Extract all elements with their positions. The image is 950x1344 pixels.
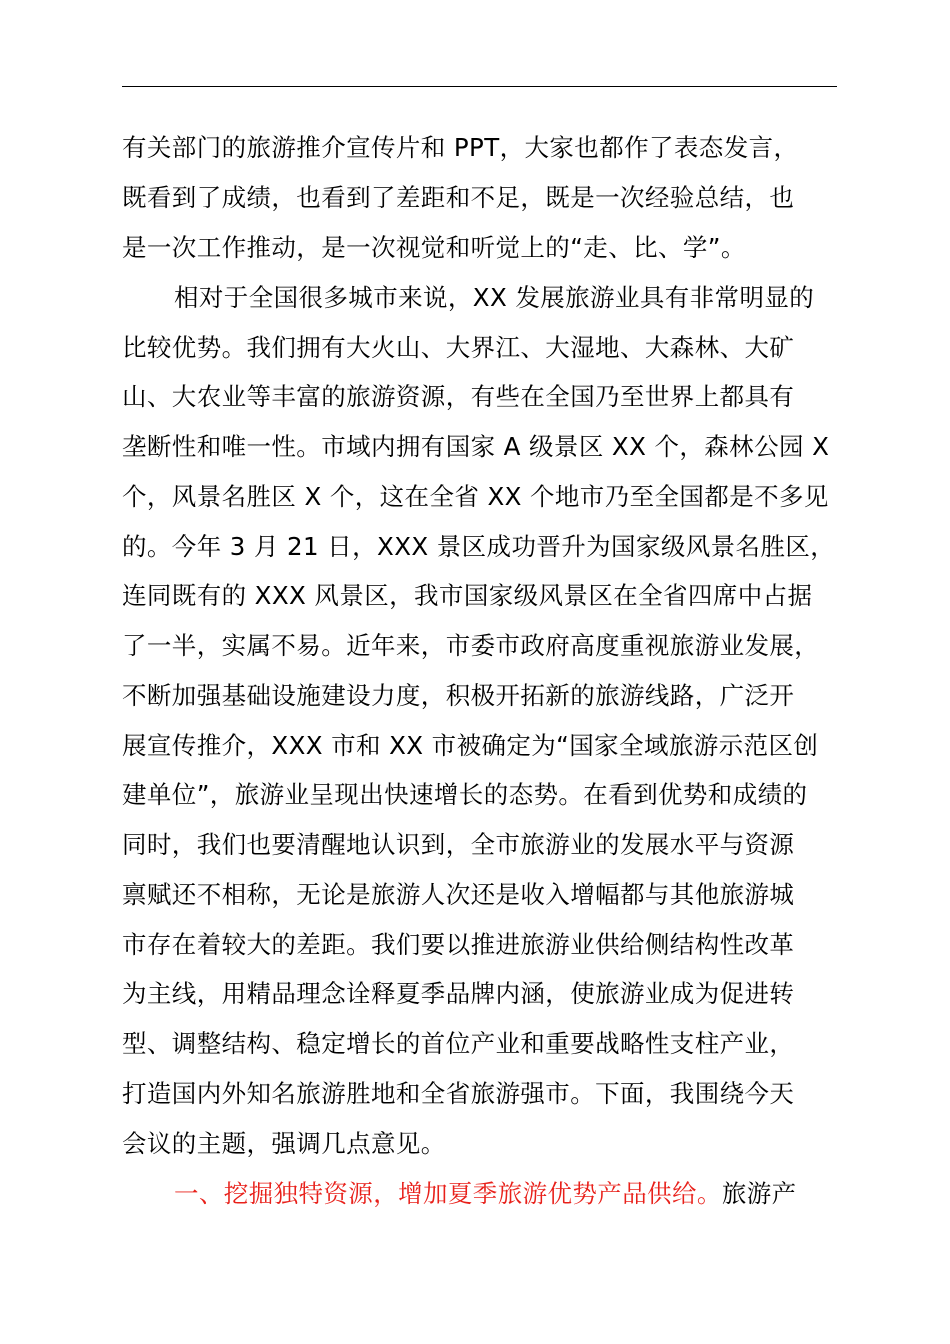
paragraph-first-line: 相对于全国很多城市来说，XX 发展旅游业具有非常明显的 — [174, 283, 815, 312]
text-line: 连同既有的 XXX 风景区，我市国家级风景区在全省四席中占据 — [122, 581, 813, 610]
text-line: 比较优势。我们拥有大火山、大界江、大湿地、大森林、大矿 — [122, 333, 795, 362]
text-line: 打造国内外知名旅游胜地和全省旅游强市。下面，我围绕今天 — [122, 1079, 795, 1108]
text-line: 既看到了成绩，也看到了差距和不足，既是一次经验总结，也 — [122, 183, 795, 212]
text-line: 有关部门的旅游推介宣传片和 PPT，大家也都作了表态发言， — [122, 133, 799, 162]
text-line: 展宣传推介，XXX 市和 XX 市被确定为“国家全域旅游示范区创 — [122, 731, 819, 760]
section-heading: 一、挖掘独特资源，增加夏季旅游优势产品供给。 — [174, 1179, 722, 1208]
header-rule — [122, 86, 837, 87]
text-line: 个，风景名胜区 X 个，这在全省 XX 个地市乃至全国都是不多见 — [122, 482, 829, 511]
text-line: 的。今年 3 月 21 日，XXX 景区成功晋升为国家级风景名胜区， — [122, 532, 836, 561]
text-line: 为主线，用精品理念诠释夏季品牌内涵，使旅游业成为促进转 — [122, 979, 795, 1008]
section-heading-line — [174, 1174, 797, 1214]
text-line: 了一半，实属不易。近年来，市委市政府高度重视旅游业发展， — [122, 631, 820, 660]
text-line: 禀赋还不相称，无论是旅游人次还是收入增幅都与其他旅游城 — [122, 880, 795, 909]
text-line: 建单位”，旅游业呈现出快速增长的态势。在看到优势和成绩的 — [122, 780, 808, 809]
text-line: 会议的主题，强调几点意见。 — [122, 1129, 446, 1158]
text-line: 山、大农业等丰富的旅游资源，有些在全国乃至世界上都具有 — [122, 382, 795, 411]
text-line: 不断加强基础设施建设力度，积极开拓新的旅游线路，广泛开 — [122, 681, 795, 710]
text-line: 市存在着较大的差距。我们要以推进旅游业供给侧结构性改革 — [122, 930, 795, 959]
text-line: 型、调整结构、稳定增长的首位产业和重要战略性支柱产业， — [122, 1029, 795, 1058]
text-line: 垄断性和唯一性。市域内拥有国家 A 级景区 XX 个，森林公园 X — [122, 432, 830, 461]
text-line: 同时，我们也要清醒地认识到，全市旅游业的发展水平与资源 — [122, 830, 795, 859]
text-line: 是一次工作推动，是一次视觉和听觉上的“走、比、学”。 — [122, 233, 746, 262]
section-heading-continuation: 旅游产 — [721, 1179, 797, 1208]
